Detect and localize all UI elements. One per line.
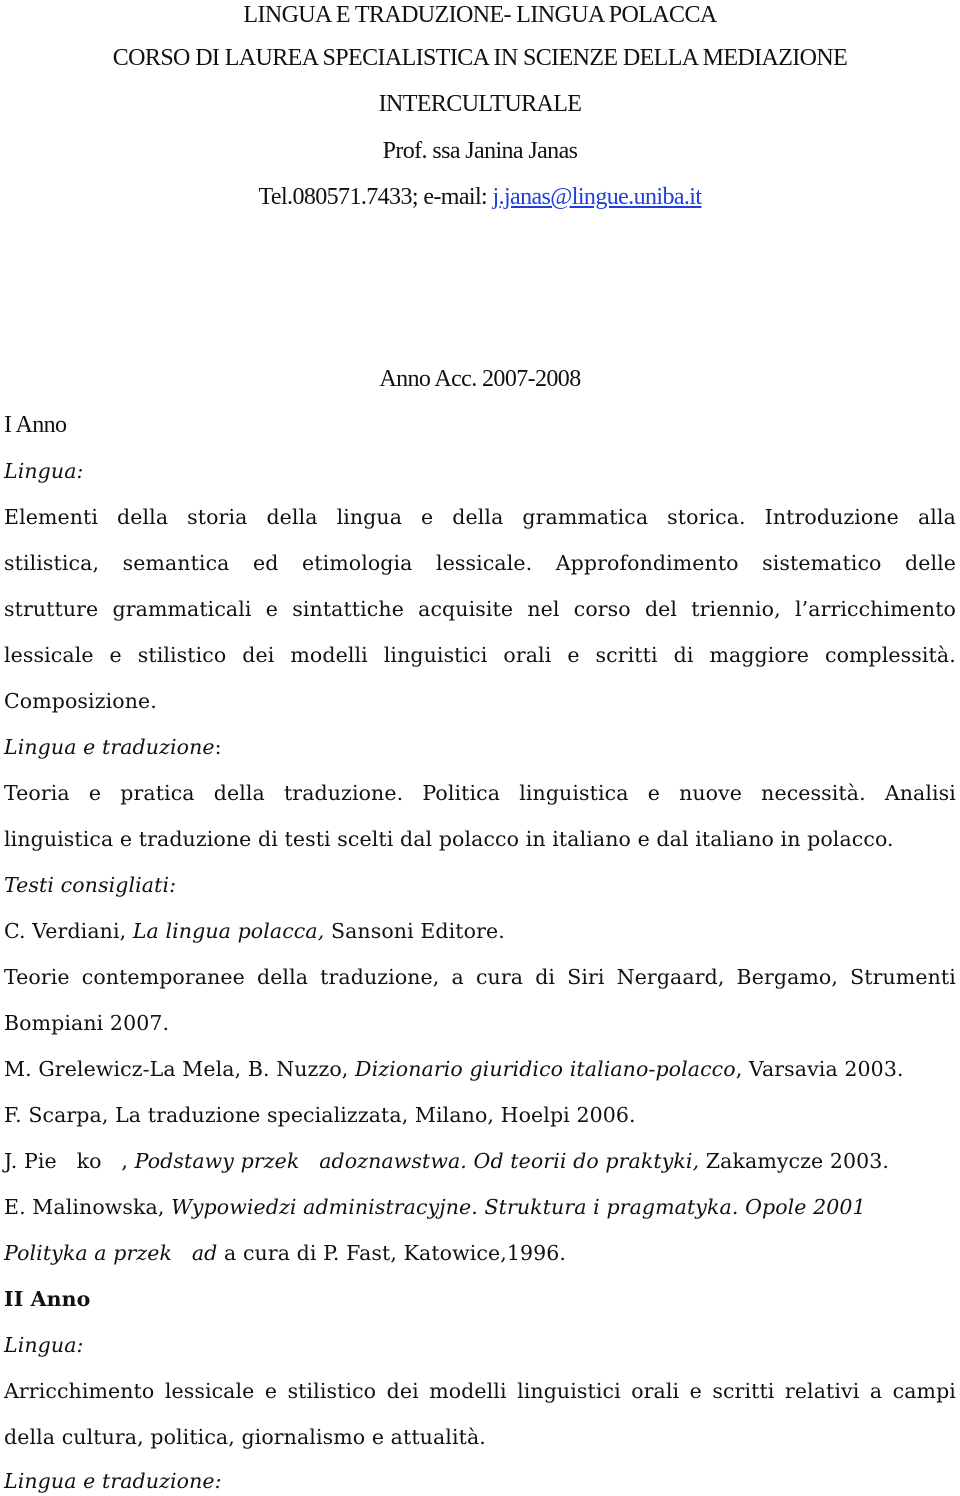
year1-lingua-line-5: Composizione.: [4, 689, 157, 713]
doc-title-line-1: LINGUA E TRADUZIONE- LINGUA POLACCA: [243, 2, 717, 28]
word: linguistici: [517, 1379, 621, 1403]
year1-heading: I Anno: [4, 412, 67, 438]
reference-scarpa: F. Scarpa, La traduzione specializzata, Milano, Hoelpi 2006.: [4, 1103, 636, 1127]
ref6-title: Wypowiedzi administracyjne. Struktura i pragmatyka. Opole 2001: [171, 1195, 866, 1219]
year1-traduzione-line-1: [4, 778, 956, 808]
word: Strumenti: [850, 965, 956, 989]
word: della: [256, 965, 309, 989]
reference-nergaard-line-2: Bompiani 2007.: [4, 1011, 170, 1035]
word: Approfondimento: [555, 551, 739, 575]
word: campi: [892, 1379, 956, 1403]
word: pratica: [120, 781, 195, 805]
word: linguistica: [519, 781, 629, 805]
word: semantica: [122, 551, 230, 575]
word: modelli: [290, 643, 368, 667]
word: sintattiche: [292, 597, 404, 621]
word: Introduzione: [764, 505, 899, 529]
word: Bergamo,: [736, 965, 838, 989]
word: della: [266, 505, 318, 529]
word: e: [421, 505, 434, 529]
word: modelli: [429, 1379, 507, 1403]
ref3-place: , Varsavia 2003.: [735, 1057, 904, 1081]
reference-verdiani: [4, 916, 960, 946]
word: l’arricchimento: [794, 597, 956, 621]
word: e: [109, 643, 122, 667]
word: grammaticali: [112, 597, 252, 621]
word: lessicale: [4, 643, 94, 667]
word: stilistico: [137, 643, 227, 667]
word: cura: [475, 965, 524, 989]
word: della: [213, 781, 265, 805]
reference-pienkos: [4, 1146, 960, 1176]
word: contemporanee: [81, 965, 245, 989]
word: traduzione.: [283, 781, 404, 805]
word: della: [117, 505, 169, 529]
word: acquisite: [418, 597, 514, 621]
word: lingua: [336, 505, 403, 529]
word: Analisi: [884, 781, 956, 805]
word: a: [451, 965, 464, 989]
word: corso: [573, 597, 631, 621]
ref7-editor: a cura di P. Fast, Katowice,1996.: [217, 1241, 567, 1265]
reference-nergaard-line-1: [4, 962, 956, 992]
word: Siri: [567, 965, 605, 989]
word: ed: [253, 551, 279, 575]
year1-lingua-label: Lingua:: [4, 459, 84, 483]
word: del: [644, 597, 678, 621]
year2-heading: II Anno: [4, 1287, 91, 1311]
word: delle: [905, 551, 956, 575]
word: orali: [503, 643, 552, 667]
professor-name: Prof. ssa Janina Janas: [382, 138, 578, 164]
word: e: [567, 643, 580, 667]
word: dei: [386, 1379, 419, 1403]
ref5-author: J. Pie ko ,: [4, 1149, 135, 1173]
testi-consigliati-label: Testi consigliati:: [4, 873, 177, 897]
year1-traduzione-label-line: [4, 732, 960, 762]
word: grammatica: [522, 505, 649, 529]
word: orali: [631, 1379, 680, 1403]
word: nuove: [679, 781, 743, 805]
word: strutture: [4, 597, 99, 621]
word: e: [647, 781, 660, 805]
word: e: [265, 597, 279, 621]
email-link[interactable]: j.janas@lingue.uniba.it: [492, 184, 702, 210]
word: scritti: [595, 643, 658, 667]
word: storica.: [667, 505, 746, 529]
reference-malinowska: [4, 1192, 960, 1222]
word: e: [88, 781, 102, 805]
word: stilistico: [287, 1379, 377, 1403]
word: a: [869, 1379, 883, 1403]
word: nel: [527, 597, 560, 621]
ref7-title: Polityka a przek ad: [4, 1241, 218, 1265]
word: complessità.: [824, 643, 956, 667]
word: della: [452, 505, 504, 529]
word: maggiore: [709, 643, 810, 667]
year1-lingua-line-2: [4, 548, 956, 578]
ref5-publisher: Zakamycze 2003.: [699, 1149, 890, 1173]
word: linguistici: [383, 643, 488, 667]
year2-traduzione-label: Lingua e traduzione:: [4, 1469, 222, 1493]
year2-lingua-line-1: [4, 1376, 956, 1406]
contact-line: [0, 182, 960, 212]
word: Teoria: [4, 781, 70, 805]
year1-lingua-line-3: [4, 594, 956, 624]
reference-grelewicz: [4, 1054, 960, 1084]
word: scritti: [712, 1379, 775, 1403]
year1-traduzione-colon: :: [214, 735, 222, 759]
word: Elementi: [4, 505, 99, 529]
word: e: [264, 1379, 278, 1403]
doc-title-line-2: CORSO DI LAUREA SPECIALISTICA IN SCIENZE DELLA MEDIAZIONE: [112, 45, 848, 71]
ref3-authors: M. Grelewicz-La Mela, B. Nuzzo,: [4, 1057, 356, 1081]
word: traduzione,: [320, 965, 440, 989]
year2-lingua-label: Lingua:: [4, 1333, 84, 1357]
word: sistematico: [762, 551, 882, 575]
word: etimologia: [302, 551, 413, 575]
reference-fast: [4, 1238, 960, 1268]
ref1-publisher: Sansoni Editore.: [324, 919, 505, 943]
ref1-author: C. Verdiani,: [4, 919, 133, 943]
word: lessicale: [164, 1379, 255, 1403]
year1-traduzione-line-2: linguistica e traduzione di testi scelti dal polacco in italiano e dal italiano in polacco.: [4, 827, 894, 851]
ref3-title: Dizionario giuridico italiano-polacco: [355, 1057, 736, 1081]
word: lessicale.: [436, 551, 533, 575]
ref5-title: Podstawy przek adoznawstwa. Od teorii do praktyki,: [134, 1149, 700, 1173]
word: di: [535, 965, 556, 989]
word: alla: [917, 505, 956, 529]
word: triennio,: [691, 597, 781, 621]
word: Nergaard,: [616, 965, 725, 989]
word: necessità.: [761, 781, 866, 805]
word: Politica: [422, 781, 501, 805]
ref1-title: La lingua polacca,: [132, 919, 325, 943]
year1-traduzione-label: Lingua e traduzione: [4, 735, 215, 759]
word: dei: [242, 643, 275, 667]
word: Teorie: [4, 965, 70, 989]
word: stilistica,: [4, 551, 100, 575]
contact-phone: Tel.080571.7433; e-mail:: [258, 184, 493, 210]
word: e: [689, 1379, 702, 1403]
year1-lingua-line-4: [4, 640, 956, 670]
word: Arricchimento: [4, 1379, 155, 1403]
word: di: [673, 643, 694, 667]
ref6-author: E. Malinowska,: [4, 1195, 172, 1219]
doc-title-line-3: INTERCULTURALE: [378, 91, 582, 117]
year2-lingua-line-2: della cultura, politica, giornalismo e attualità.: [4, 1425, 486, 1449]
academic-year: Anno Acc. 2007-2008: [379, 366, 581, 392]
word: relativi: [784, 1379, 860, 1403]
year1-lingua-line-1: [4, 502, 956, 532]
word: storia: [187, 505, 248, 529]
